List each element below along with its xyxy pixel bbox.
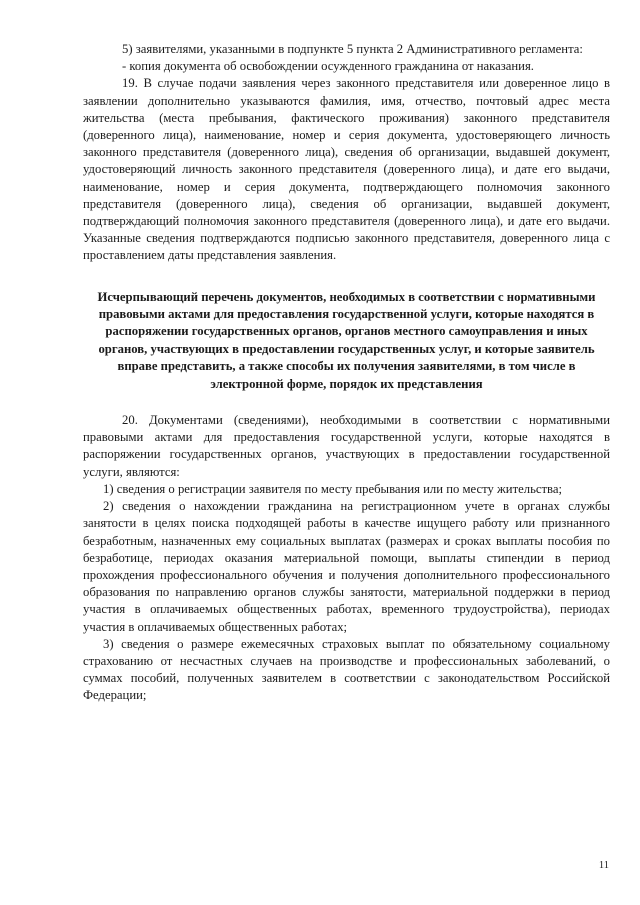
page-number: 11 [598, 860, 609, 871]
list-item-3: 3) сведения о размере ежемесячных страховых выплат по обязательному социальному страхованию от несчастных случаев на производстве и профессиональных заболеваний, о суммах пособий, полученных заявителем в соответствии с законодательством Российской Федерации; [83, 636, 610, 703]
paragraph-copy-release-document: - копия документа об освобождении осужденного гражданина от наказания. [122, 59, 534, 74]
section-heading: Исчерпывающий перечень документов, необходимых в соответствии с нормативными правовыми актами для предоставления государственной услуги, которые находятся в распоряжении государственных органов, органов местного самоуправления и иных органов, участвующих в предоставлении государственных услуг, и которые заявитель вправе представить, а также способы их получения заявителями, в том числе в электронной форме, порядок их представления [97, 289, 596, 391]
paragraph-20: 20. Документами (сведениями), необходимыми в соответствии с нормативными правовыми актами для предоставления государственной услуги, которые находятся в распоряжении государственных органов, участвующих в предоставлении государственной услуги, являются: [83, 413, 610, 479]
list-item-1: 1) сведения о регистрации заявителя по месту пребывания или по месту жительства; [103, 481, 563, 496]
paragraph-item-5: 5) заявителями, указанными в подпункте 5 пункта 2 Административного регламента: [122, 42, 583, 56]
paragraph-19: 19. В случае подачи заявления через законного представителя или доверенное лицо в заявлении дополнительно указываются фамилия, имя, отчество, почтовый адрес места жительства (места пребывания, фактического проживания) законного представителя (доверенного лица), наименование, номер и серия документа, удостоверяющего личность законного представителя (доверенного лица), сведения об организации, выдавшей документ, удостоверяющий личность законного представителя (доверенного лица), и дате его выдачи, наименование, номер и серия документа, подтверждающего полномочия законного представителя (доверенного лица), сведения об организации, выдавшей документ, подтверждающий полномочия законного представителя (доверенного лица), и дате его выдачи. Указанные сведения подтверждаются подписью законного представителя, доверенного лица с проставлением даты представления заявления. [83, 76, 610, 263]
list-item-2: 2) сведения о нахождении гражданина на регистрационном учете в органах службы занятости в целях поиска подходящей работы в качестве ищущего работу или признанного безработным, назначенных ему социальных выплатах (размерах и сроках выплаты пособия по безработице, периодах оказания материальной помощи, выплаты стипендии в период прохождения профессионального обучения и получения дополнительного профессионального образования по направлению органов службы занятости, материальной поддержки в период участия в оплачиваемых общественных работах, временного трудоустройства), периодах участия в оплачиваемых общественных работах; [83, 499, 610, 634]
